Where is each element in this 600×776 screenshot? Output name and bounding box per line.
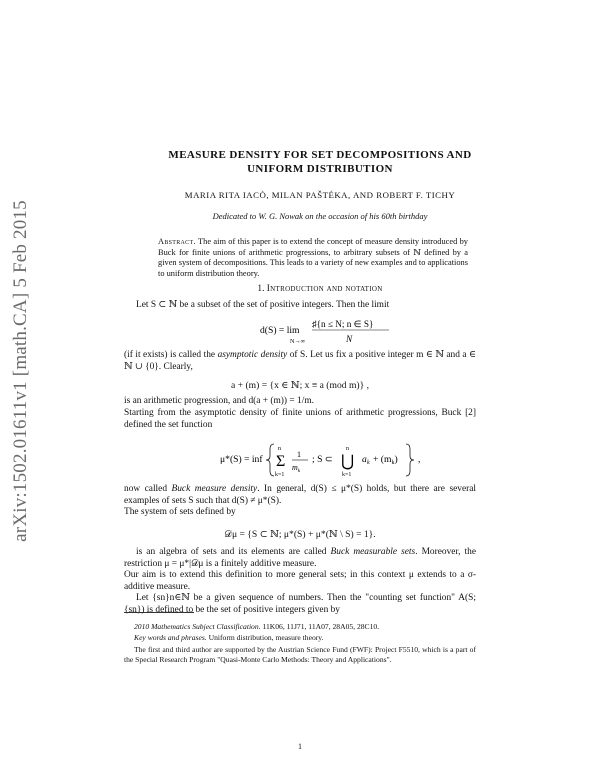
p5-text-a: now called <box>124 484 172 494</box>
section-number: 1. <box>257 284 265 294</box>
abstract-label: Abstract. <box>158 237 196 246</box>
eq1-lhs: d(S) = lim <box>260 325 300 336</box>
equation-1-svg <box>124 318 476 348</box>
p5-text-b: . In general, d(S) ≤ μ*(S) holds, but there are several examples of sets S such that d(S) ≠ μ*(S). <box>124 484 476 506</box>
section-heading <box>120 284 520 294</box>
equation-buck-measurable: 𝒟μ = {S ⊂ ℕ; μ*(S) + μ*(ℕ \ S) = 1}. <box>224 529 376 540</box>
footnote-msc <box>124 622 476 632</box>
dedication: Dedicated to W. G. Nowak on the occasion of his 60th birthday <box>212 211 428 221</box>
arxiv-identifier: arXiv:1502.01611v1 [math.CA] 5 Feb 2015 <box>10 200 31 542</box>
author-list: MARIA RITA IACÒ, MILAN PAŠTÉKA, AND ROBERT F. TICHY <box>184 190 456 200</box>
paragraph-algebra <box>124 547 476 570</box>
eq3-mid: ; S ⊂ <box>312 454 333 465</box>
paper-title <box>120 148 520 176</box>
abstract-block <box>158 237 468 279</box>
keywords-label: Key words and phrases. <box>134 633 207 642</box>
arxiv-sidebar-stamp <box>4 178 38 564</box>
paragraph-counting-function: Let {sn}n∈ℕ be a given sequence of numbers. Then the "counting set function" A(S; {sn}) is defined to be the set of positive integers given by <box>124 593 476 615</box>
equation-arithmetic-progression: a + (m) = {x ∈ ℕ; x ≡ a (mod m)} , <box>230 380 370 391</box>
paragraph-system-of-sets: The system of sets defined by <box>124 507 236 517</box>
section-title: Introduction and notation <box>266 284 383 294</box>
abstract-text: The aim of this paper is to extend the concept of measure density introduced by Buck for finite unions of arithmetic progressions, to arbitrary subsets of ℕ defined by a given system of decompositions. This leads to a variety of new examples and to applications to uniform distribution theory. <box>158 237 468 278</box>
p2-text-a: (if it exists) is called the <box>124 350 218 360</box>
paragraph-arithmetic-progression: is an arithmetic progression, and d(a + (m)) = 1/m. <box>124 396 314 406</box>
eq3-union-lower: k=1 <box>342 472 352 478</box>
paragraph-aim: Our aim is to extend this definition to more general sets; in this context μ extends to a σ-additive measure. <box>124 570 476 592</box>
title-line-1: MEASURE DENSITY FOR SET DECOMPOSITIONS AND <box>168 149 472 161</box>
paragraph-asymptotic-density <box>124 350 476 373</box>
equation-asymptotic-density <box>124 318 476 348</box>
eq3-sum-symbol: Σ <box>276 453 286 470</box>
title-line-2: UNIFORM DISTRIBUTION <box>247 163 393 175</box>
footnote-funding: The first and third author are supported by the Austrian Science Fund (FWF): Project F5510, which is a part of the Special Research Program "Quasi-Monte Carlo Methods: Theory and Applications". <box>124 645 476 664</box>
p7-text-b: . Moreover, the restriction μ = μ*|𝒟μ is a finitely additive measure. <box>124 547 477 569</box>
eq3-left-brace <box>266 444 274 476</box>
eq3-right: a <box>362 454 367 465</box>
p7-emphasis: Buck measurable sets <box>330 547 416 557</box>
msc-codes: 11K06, 11J71, 11A07, 28A05, 28C10. <box>260 622 380 631</box>
paragraph-intro: Let S ⊂ ℕ be a subset of the set of positive integers. Then the limit <box>136 300 390 310</box>
eq3-right-sub: k <box>367 460 370 466</box>
eq3-union-upper: n <box>346 446 349 452</box>
eq3-sum-lower: k=1 <box>275 472 285 478</box>
eq1-denominator: N <box>346 334 353 344</box>
eq3-frac-den: $m_k$ <box>292 463 301 474</box>
equation-buck-measure-density <box>124 440 476 480</box>
footnote-rule <box>124 612 194 613</box>
eq3-comma: , <box>418 454 421 465</box>
p2-text-b: of S. Let us fix a positive integer m ∈ ℕ and a ∈ ℕ ∪ {0}. Clearly, <box>124 350 476 372</box>
msc-label: 2010 Mathematics Subject Classification. <box>134 622 261 631</box>
eq1-numerator: ♯{n ≤ N; n ∈ S} <box>312 319 374 329</box>
keywords-text: Uniform distribution, measure theory. <box>206 633 324 642</box>
eq3-frac-num: 1 <box>297 450 301 459</box>
eq3-lhs: μ*(S) = inf <box>220 454 263 465</box>
p2-emphasis: asymptotic density <box>217 350 288 360</box>
equation-3-svg <box>124 440 476 480</box>
paragraph-buck-density <box>124 484 476 507</box>
paragraph-buck: Starting from the asymptotic density of finite unions of arithmetic progressions, Buck [2] defined the set function <box>124 408 476 430</box>
eq3-sum-upper: n <box>278 446 281 452</box>
footnote-keywords <box>124 633 476 643</box>
p5-emphasis: Buck measure density <box>171 484 258 494</box>
eq3-union-symbol: ⋃ <box>341 453 355 470</box>
page-number: 1 <box>298 742 302 751</box>
p7-text-a: is an algebra of sets and its elements are called <box>136 547 331 557</box>
eq3-right-rest: + $(m_k)$ <box>373 454 398 466</box>
eq1-limit-subscript: N→∞ <box>290 338 306 345</box>
eq3-right-brace <box>406 444 414 476</box>
